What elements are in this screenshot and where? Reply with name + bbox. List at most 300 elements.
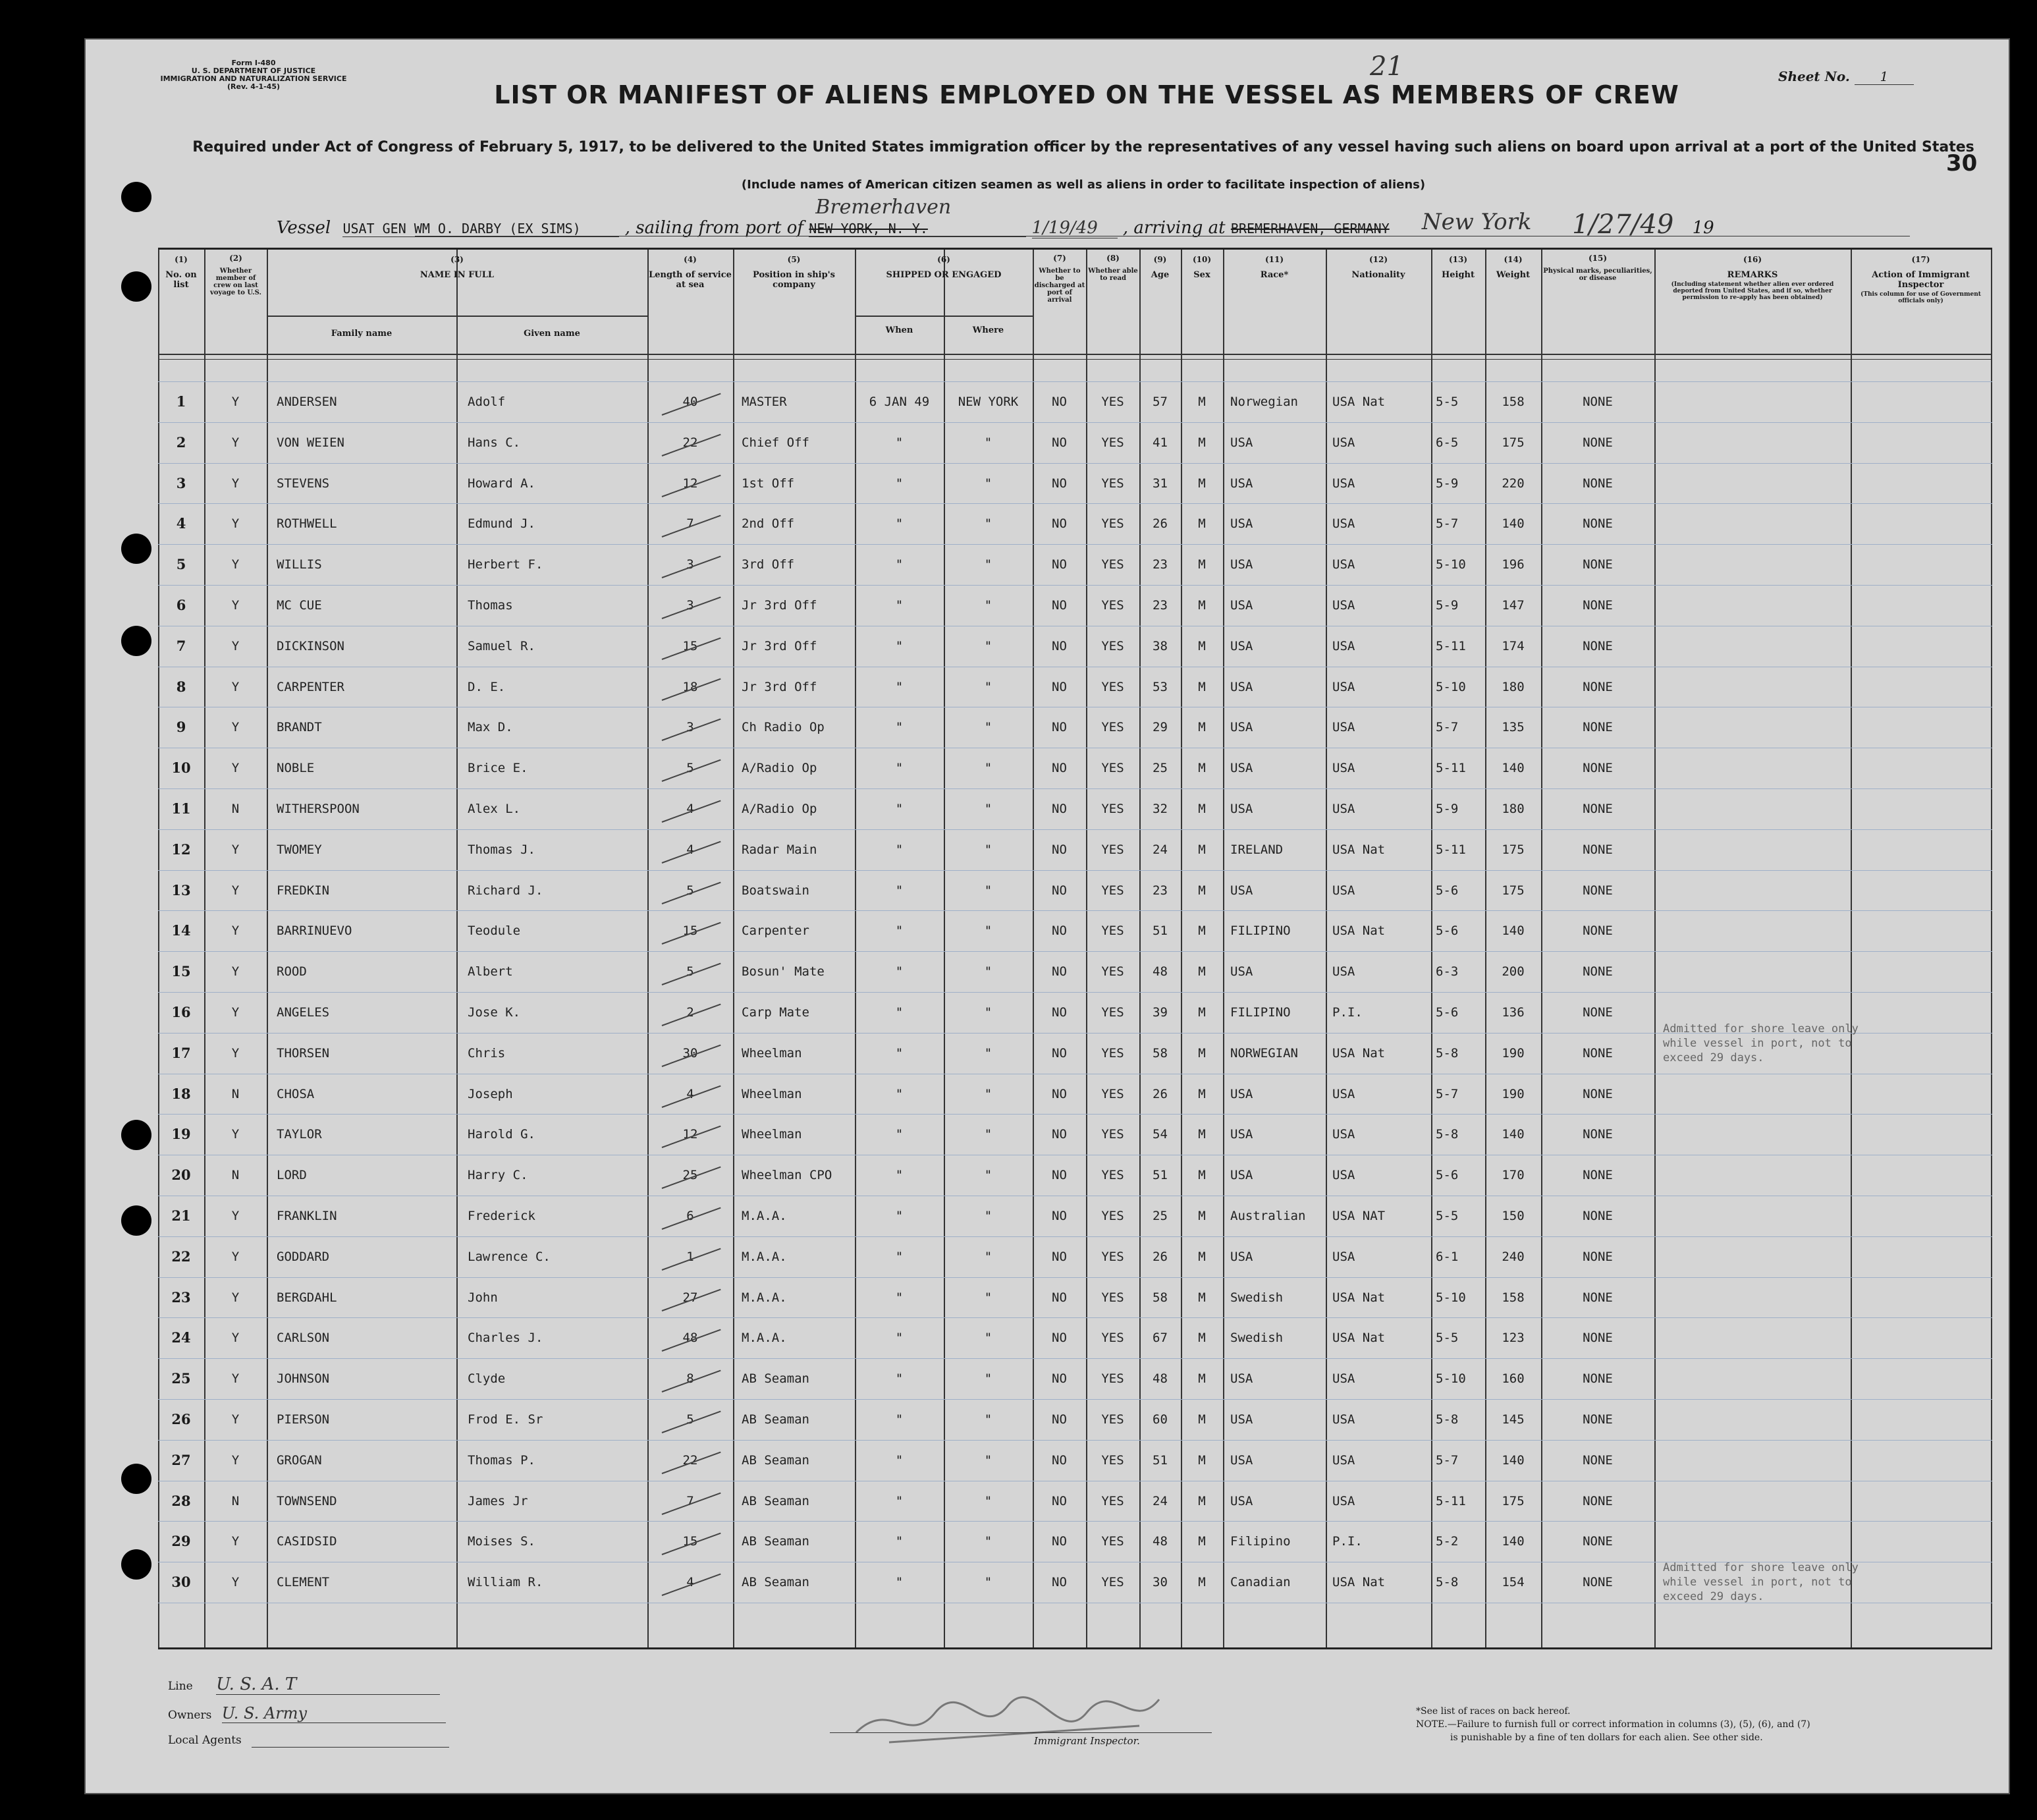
cell-service: 7 (686, 1493, 694, 1508)
cell-marks: NONE (1583, 1086, 1613, 1101)
cell-family: ANDERSEN (277, 395, 337, 409)
cell-given: Chris (468, 1045, 506, 1061)
cell-nat: USA Nat (1332, 1045, 1386, 1061)
cell-marks: NONE (1583, 1452, 1613, 1468)
cell-service: 8 (686, 1371, 694, 1387)
cell-when: " (895, 720, 904, 735)
row-number: 16 (171, 1004, 191, 1020)
cell-where: " (984, 435, 992, 450)
cell-nat: USA (1332, 720, 1355, 735)
cell-height: 5-10 (1436, 557, 1466, 572)
cell-family: LORD (277, 1168, 307, 1183)
cell-given: Jose K. (468, 1005, 521, 1020)
row-number: 18 (171, 1085, 191, 1102)
cell-last: Y (231, 476, 240, 491)
row-rule (158, 1277, 1992, 1278)
row-rule (158, 1236, 1992, 1237)
inspector-signature (850, 1686, 1218, 1759)
footer-agents (168, 1734, 449, 1748)
cell-disch: NO (1052, 395, 1067, 409)
cell-marks: NONE (1583, 761, 1613, 776)
cell-sex: M (1198, 476, 1206, 491)
cell-service: 2 (686, 1005, 694, 1020)
cell-disch: NO (1052, 1086, 1067, 1101)
cell-last: N (231, 1168, 240, 1183)
cell-when: " (895, 1045, 904, 1061)
cell-given: Herbert F. (468, 557, 543, 572)
cell-family: ROTHWELL (277, 516, 337, 532)
cell-where: NEW YORK (958, 395, 1019, 409)
cell-service: 25 (682, 1168, 698, 1183)
cell-sex: M (1198, 964, 1206, 979)
cell-position: Jr 3rd Off (742, 638, 817, 653)
footer-note-penalty-cont: is punishable by a fine of ten dollars for each alien. See other side. (1450, 1732, 1763, 1743)
cell-age: 48 (1153, 1371, 1168, 1387)
cell-last: Y (231, 1331, 240, 1346)
cell-nat: USA (1332, 516, 1355, 532)
cell-age: 26 (1153, 1249, 1168, 1264)
cell-marks: NONE (1583, 638, 1613, 653)
cell-age: 48 (1153, 1534, 1168, 1549)
cell-last: Y (231, 1045, 240, 1061)
cell-age: 53 (1153, 679, 1168, 694)
cell-family: TWOMEY (277, 842, 322, 857)
cell-given: Lawrence C. (468, 1249, 551, 1264)
cell-age: 31 (1153, 476, 1168, 491)
row-number: 3 (176, 474, 186, 491)
vessel-label: Vessel (277, 218, 331, 238)
cell-given: Harold G. (468, 1127, 535, 1142)
cell-marks: NONE (1583, 1168, 1613, 1183)
cell-race: Filipino (1230, 1534, 1291, 1549)
cell-height: 6-1 (1436, 1249, 1459, 1264)
cell-race: USA (1230, 598, 1253, 613)
cell-read: YES (1101, 598, 1124, 613)
row-number: 23 (171, 1288, 191, 1306)
cell-height: 6-3 (1436, 964, 1459, 979)
cell-age: 24 (1153, 842, 1168, 857)
punch-hole (121, 1120, 151, 1150)
footer-note-penalty: NOTE.—Failure to furnish full or correct information in columns (3), (5), (6), and (7) (1416, 1719, 1810, 1730)
row-number: 15 (171, 963, 191, 980)
remark-shore-leave-1: Admitted for shore leave only while vessel in port, not to exceed 29 days. (1663, 1022, 1859, 1064)
cell-nat: USA (1332, 802, 1355, 816)
cell-marks: NONE (1583, 1209, 1613, 1223)
header-height: (13) Height (1441, 255, 1475, 280)
cell-race: USA (1230, 1127, 1253, 1142)
cell-sex: M (1198, 1493, 1206, 1508)
cell-disch: NO (1052, 1249, 1067, 1264)
cell-height: 6-5 (1436, 435, 1459, 450)
footer-note-races: *See list of races on back hereof. (1416, 1706, 1571, 1717)
cell-when: " (895, 1371, 904, 1387)
cell-age: 26 (1153, 1086, 1168, 1101)
cell-last: N (231, 802, 240, 816)
cell-height: 5-7 (1436, 1086, 1459, 1101)
cell-where: " (984, 1086, 992, 1101)
row-number: 20 (171, 1167, 191, 1184)
header-last-voyage: (2) Whether member of crew on last voyage to U.S. (209, 254, 261, 296)
cell-age: 58 (1153, 1045, 1168, 1061)
cell-read: YES (1101, 679, 1124, 694)
handwritten-number: 21 (1370, 51, 1403, 82)
cell-read: YES (1101, 1331, 1124, 1346)
header-discharged: (7) Whether to be discharged at port of arrival (1034, 254, 1085, 304)
cell-sex: M (1198, 1412, 1206, 1427)
cell-service: 15 (682, 924, 698, 939)
cell-disch: NO (1052, 1575, 1067, 1590)
cell-where: " (984, 598, 992, 613)
cell-when: " (895, 516, 904, 532)
cell-marks: NONE (1583, 476, 1613, 491)
footer-owners-label: Owners (168, 1709, 212, 1722)
cell-where: " (984, 476, 992, 491)
cell-position: Wheelman (742, 1045, 802, 1061)
cell-given: James Jr (468, 1493, 528, 1508)
cell-family: CARLSON (277, 1331, 330, 1346)
cell-marks: NONE (1583, 516, 1613, 532)
header-able-to-read: (8) Whether able to read (1088, 254, 1138, 282)
cell-service: 7 (686, 516, 694, 532)
arrival-date: 1/27/49 (1572, 209, 1674, 240)
row-number: 9 (176, 719, 186, 736)
cell-where: " (984, 1493, 992, 1508)
cell-height: 5-8 (1436, 1412, 1459, 1427)
document-instructions: (Include names of American citizen seamen as well as aliens in order to facilitate inspection of aliens) (741, 178, 1426, 192)
cell-disch: NO (1052, 1452, 1067, 1468)
cell-height: 5-9 (1436, 802, 1459, 816)
cell-given: Thomas P. (468, 1452, 535, 1468)
cell-disch: NO (1052, 1209, 1067, 1223)
row-number: 17 (171, 1044, 191, 1061)
cell-race: USA (1230, 516, 1253, 532)
manifest-sheet (84, 38, 2010, 1794)
cell-given: William R. (468, 1575, 543, 1590)
cell-read: YES (1101, 1412, 1124, 1427)
cell-service: 12 (682, 476, 698, 491)
cell-weight: 175 (1502, 1493, 1525, 1508)
cell-marks: NONE (1583, 598, 1613, 613)
cell-marks: NONE (1583, 883, 1613, 898)
cell-when: " (895, 1249, 904, 1264)
cell-when: " (895, 1005, 904, 1020)
cell-height: 5-6 (1436, 883, 1459, 898)
cell-when: " (895, 1331, 904, 1346)
cell-given: Albert (468, 964, 513, 979)
cell-marks: NONE (1583, 1005, 1613, 1020)
cell-read: YES (1101, 1005, 1124, 1020)
cell-position: AB Seaman (742, 1371, 809, 1387)
row-number: 5 (176, 556, 186, 573)
punch-hole (121, 182, 151, 212)
cell-last: Y (231, 1575, 240, 1590)
cell-race: USA (1230, 435, 1253, 450)
cell-family: THORSEN (277, 1045, 330, 1061)
cell-last: Y (231, 964, 240, 979)
cell-where: " (984, 1452, 992, 1468)
cell-position: AB Seaman (742, 1575, 809, 1590)
cell-position: A/Radio Op (742, 802, 817, 816)
cell-sex: M (1198, 802, 1206, 816)
cell-nat: USA (1332, 1249, 1355, 1264)
cell-age: 67 (1153, 1331, 1168, 1346)
cell-when: " (895, 842, 904, 857)
cell-sex: M (1198, 638, 1206, 653)
cell-position: MASTER (742, 395, 787, 409)
cell-last: Y (231, 761, 240, 776)
cell-last: Y (231, 924, 240, 939)
sailing-date: 1/19/49 (1032, 218, 1118, 238)
cell-height: 5-6 (1436, 1168, 1459, 1183)
cell-when: " (895, 1168, 904, 1183)
cell-when: " (895, 1452, 904, 1468)
cell-service: 22 (682, 1452, 698, 1468)
cell-given: Samuel R. (468, 638, 535, 653)
cell-position: 1st Off (742, 476, 795, 491)
cell-height: 5-5 (1436, 1331, 1459, 1346)
cell-family: BARRINUEVO (277, 924, 352, 939)
cell-service: 27 (682, 1290, 698, 1305)
cell-weight: 140 (1502, 1127, 1525, 1142)
cell-race: IRELAND (1230, 842, 1284, 857)
cell-age: 54 (1153, 1127, 1168, 1142)
cell-position: Jr 3rd Off (742, 679, 817, 694)
cell-disch: NO (1052, 435, 1067, 450)
cell-height: 5-7 (1436, 1452, 1459, 1468)
cell-race: USA (1230, 1168, 1253, 1183)
cell-service: 5 (686, 883, 694, 898)
cell-race: FILIPINO (1230, 924, 1291, 939)
cell-age: 57 (1153, 395, 1168, 409)
cell-weight: 190 (1502, 1045, 1525, 1061)
cell-when: " (895, 761, 904, 776)
punch-hole (121, 271, 151, 302)
cell-last: Y (231, 1371, 240, 1387)
row-number: 24 (171, 1329, 191, 1346)
row-number: 12 (171, 841, 191, 858)
cell-sex: M (1198, 679, 1206, 694)
row-rule (158, 1521, 1992, 1522)
cell-when: " (895, 679, 904, 694)
cell-position: Boatswain (742, 883, 809, 898)
cell-weight: 158 (1502, 1290, 1525, 1305)
header-family-name: Family name (331, 329, 393, 339)
cell-weight: 140 (1502, 1452, 1525, 1468)
header-remarks: (16) REMARKS (Including statement whether alien ever ordered deported from United States, and if so, whether permission to re-apply has been obtained) (1671, 255, 1834, 301)
cell-read: YES (1101, 964, 1124, 979)
cell-given: Edmund J. (468, 516, 535, 532)
cell-age: 25 (1153, 1209, 1168, 1223)
row-rule (158, 829, 1992, 830)
cell-sex: M (1198, 1452, 1206, 1468)
cell-nat: USA NAT (1332, 1209, 1386, 1223)
cell-weight: 135 (1502, 720, 1525, 735)
cell-nat: USA Nat (1332, 842, 1386, 857)
cell-read: YES (1101, 435, 1124, 450)
cell-family: WITHERSPOON (277, 802, 360, 816)
cell-disch: NO (1052, 638, 1067, 653)
row-number: 14 (171, 922, 191, 939)
cell-disch: NO (1052, 1127, 1067, 1142)
cell-age: 23 (1153, 557, 1168, 572)
cell-height: 5-5 (1436, 395, 1459, 409)
cell-read: YES (1101, 1493, 1124, 1508)
row-rule (158, 951, 1992, 952)
cell-where: " (984, 883, 992, 898)
row-rule (158, 1440, 1992, 1441)
cell-weight: 140 (1502, 516, 1525, 532)
cell-position: Bosun' Mate (742, 964, 825, 979)
row-number: 27 (171, 1451, 191, 1468)
cell-service: 15 (682, 1534, 698, 1549)
cell-race: Swedish (1230, 1331, 1284, 1346)
page-number: 30 (1946, 150, 1978, 177)
cell-sex: M (1198, 1290, 1206, 1305)
cell-height: 5-2 (1436, 1534, 1459, 1549)
cell-family: CARPENTER (277, 679, 344, 694)
footer-notes (1416, 1705, 1810, 1744)
arrival-port-struck: BREMERHAVEN, GERMANY (1230, 221, 1390, 236)
cell-last: Y (231, 1534, 240, 1549)
punch-hole (121, 1464, 151, 1494)
cell-race: USA (1230, 638, 1253, 653)
cell-position: M.A.A. (742, 1290, 787, 1305)
row-rule (158, 381, 1992, 382)
cell-family: WILLIS (277, 557, 322, 572)
header-physical-marks: (15) Physical marks, peculiarities, or disease (1543, 254, 1652, 282)
cell-marks: NONE (1583, 1493, 1613, 1508)
header-where: Where (972, 325, 1004, 335)
row-number: 10 (171, 759, 191, 777)
cell-marks: NONE (1583, 557, 1613, 572)
cell-given: Brice E. (468, 761, 528, 776)
cell-sex: M (1198, 1371, 1206, 1387)
arrival-port (1230, 209, 1540, 238)
cell-position: Wheelman CPO (742, 1168, 832, 1183)
cell-age: 51 (1153, 1452, 1168, 1468)
cell-where: " (984, 1331, 992, 1346)
cell-where: " (984, 964, 992, 979)
arrival-port-handwritten: New York (1421, 209, 1532, 235)
cell-position: 2nd Off (742, 516, 795, 532)
cell-marks: NONE (1583, 1045, 1613, 1061)
cell-last: Y (231, 883, 240, 898)
cell-read: YES (1101, 1290, 1124, 1305)
cell-weight: 147 (1502, 598, 1525, 613)
sailing-label: , sailing from port of (624, 218, 804, 238)
cell-sex: M (1198, 1534, 1206, 1549)
row-number: 7 (176, 637, 186, 654)
cell-disch: NO (1052, 964, 1067, 979)
cell-where: " (984, 1127, 992, 1142)
cell-weight: 180 (1502, 679, 1525, 694)
cell-weight: 123 (1502, 1331, 1525, 1346)
cell-disch: NO (1052, 1290, 1067, 1305)
cell-where: " (984, 516, 992, 532)
cell-where: " (984, 1168, 992, 1183)
cell-marks: NONE (1583, 435, 1613, 450)
cell-when: " (895, 557, 904, 572)
cell-family: STEVENS (277, 476, 330, 491)
cell-age: 25 (1153, 761, 1168, 776)
cell-last: Y (231, 1127, 240, 1142)
cell-last: Y (231, 516, 240, 532)
cell-where: " (984, 842, 992, 857)
cell-age: 58 (1153, 1290, 1168, 1305)
cell-last: Y (231, 842, 240, 857)
row-rule (158, 463, 1992, 464)
cell-last: Y (231, 557, 240, 572)
cell-where: " (984, 1045, 992, 1061)
cell-given: Alex L. (468, 802, 521, 816)
cell-where: " (984, 1412, 992, 1427)
cell-family: VON WEIEN (277, 435, 344, 450)
row-rule (158, 1317, 1992, 1318)
remark-shore-leave-2: Admitted for shore leave only while vessel in port, not to exceed 29 days. (1663, 1561, 1859, 1603)
header-given-name: Given name (524, 329, 580, 339)
cell-nat: P.I. (1332, 1534, 1363, 1549)
cell-nat: USA (1332, 1371, 1355, 1387)
cell-sex: M (1198, 842, 1206, 857)
cell-sex: M (1198, 1045, 1206, 1061)
row-rule (158, 992, 1992, 993)
punch-hole (121, 1549, 151, 1580)
cell-last: Y (231, 598, 240, 613)
cell-height: 5-10 (1436, 1290, 1466, 1305)
cell-read: YES (1101, 1534, 1124, 1549)
cell-height: 5-11 (1436, 842, 1466, 857)
cell-family: MC CUE (277, 598, 322, 613)
cell-read: YES (1101, 761, 1124, 776)
row-number: 19 (171, 1126, 191, 1143)
cell-given: Charles J. (468, 1331, 543, 1346)
cell-service: 3 (686, 557, 694, 572)
cell-weight: 140 (1502, 924, 1525, 939)
cell-given: Clyde (468, 1371, 506, 1387)
row-number: 2 (176, 433, 186, 451)
cell-nat: USA (1332, 964, 1355, 979)
cell-sex: M (1198, 1005, 1206, 1020)
cell-nat: USA (1332, 883, 1355, 898)
cell-family: CASIDSID (277, 1534, 337, 1549)
cell-when: " (895, 1209, 904, 1223)
header-inspector-action: (17) Action of Immigrant Inspector (This column for use of Government officials only) (1860, 255, 1981, 304)
cell-where: " (984, 761, 992, 776)
cell-last: Y (231, 1249, 240, 1264)
cell-nat: P.I. (1332, 1005, 1363, 1020)
header-sex: (10) Sex (1192, 255, 1212, 280)
cell-position: AB Seaman (742, 1493, 809, 1508)
cell-read: YES (1101, 516, 1124, 532)
year-suffix: 19 (1692, 218, 1714, 238)
cell-age: 29 (1153, 720, 1168, 735)
cell-disch: NO (1052, 1371, 1067, 1387)
cell-weight: 140 (1502, 1534, 1525, 1549)
form-identifier (145, 59, 362, 91)
cell-disch: NO (1052, 924, 1067, 939)
cell-read: YES (1101, 924, 1124, 939)
cell-service: 4 (686, 842, 694, 857)
cell-last: Y (231, 395, 240, 409)
row-number: 29 (171, 1533, 191, 1550)
header-shipped-engaged: (6) SHIPPED OR ENGAGED (886, 255, 1002, 280)
sailing-port (809, 196, 1026, 238)
cell-last: Y (231, 679, 240, 694)
cell-race: USA (1230, 1452, 1253, 1468)
cell-given: Richard J. (468, 883, 543, 898)
cell-when: " (895, 476, 904, 491)
form-service: IMMIGRATION AND NATURALIZATION SERVICE (160, 74, 347, 83)
